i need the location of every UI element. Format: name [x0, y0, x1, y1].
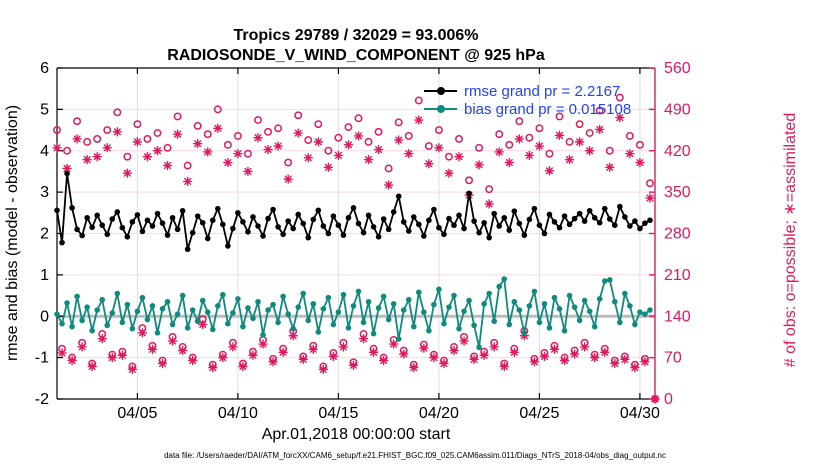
svg-text:420: 420 — [664, 142, 691, 160]
svg-text:0: 0 — [40, 308, 49, 326]
left-y-axis-label: rmse and bias (model - observation) — [4, 104, 21, 362]
svg-text:04/05: 04/05 — [117, 405, 158, 422]
svg-text:350: 350 — [664, 184, 691, 202]
svg-text:-2: -2 — [34, 391, 49, 408]
svg-text:210: 210 — [664, 266, 691, 284]
legend-label-bias: bias grand pr = 0.015108 — [464, 100, 632, 118]
svg-text:3: 3 — [40, 184, 49, 202]
bias-marker-icon — [437, 105, 445, 113]
svg-text:70: 70 — [664, 349, 682, 367]
svg-text:04/10: 04/10 — [217, 405, 258, 422]
legend — [424, 82, 631, 118]
svg-text:5: 5 — [40, 101, 49, 119]
svg-text:6: 6 — [40, 60, 49, 77]
obs-count-markers — [53, 94, 659, 403]
legend-item-rmse — [424, 82, 631, 100]
legend-label-rmse: rmse grand pr = 2.2167 — [464, 82, 621, 100]
svg-text:04/25: 04/25 — [519, 405, 560, 422]
rmse-bias-lines — [54, 171, 653, 350]
chart-title-line2: RADIOSONDE_V_WIND_COMPONENT @ 925 hPa — [167, 47, 545, 64]
svg-text:490: 490 — [664, 101, 691, 119]
svg-text:560: 560 — [664, 60, 691, 77]
svg-text:04/20: 04/20 — [418, 405, 459, 422]
svg-text:1: 1 — [40, 266, 49, 284]
svg-text:04/30: 04/30 — [619, 405, 660, 422]
right-y-axis-label: # of obs: o=possible; ∗=assimilated — [782, 112, 799, 368]
svg-text:04/15: 04/15 — [318, 405, 359, 422]
svg-text:-1: -1 — [34, 349, 49, 367]
legend-item-bias — [424, 100, 631, 118]
rmse-line-swatch — [424, 90, 457, 92]
svg-text:2: 2 — [40, 225, 49, 243]
svg-text:140: 140 — [664, 308, 691, 326]
x-axis-label: Apr.01,2018 00:00:00 start — [261, 426, 451, 443]
svg-text:4: 4 — [40, 142, 49, 160]
svg-text:280: 280 — [664, 225, 691, 243]
bias-line-swatch — [424, 108, 457, 110]
datafile-caption: data file: /Users/raeder/DAI/ATM_forcXX/CAM6_setup/f.e21.FHIST_BGC.f09_025.CAM6assim.011/Diags_NTrS_2018-04/obs_diag_output.nc — [164, 451, 666, 460]
svg-text:0: 0 — [664, 391, 673, 408]
rmse-marker-icon — [437, 87, 445, 95]
chart-title-line1: Tropics 29789 / 32029 = 93.006% — [233, 27, 479, 44]
